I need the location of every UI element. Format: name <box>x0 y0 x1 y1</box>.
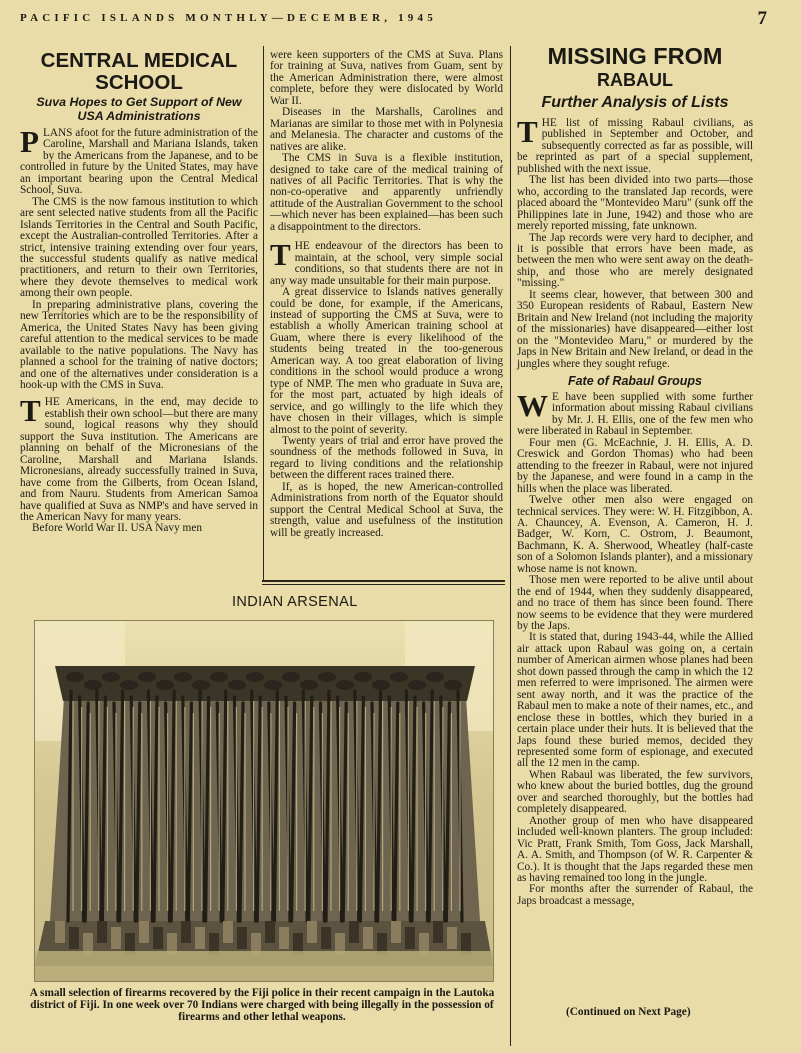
weapon-stock-shape <box>69 927 79 949</box>
club-head-shape <box>138 672 156 682</box>
paragraph: Four men (G. McEachnie, J. H. Ellis, A. D. Creswick and Gordon Thomas) who had been attending to the freezer in Rabaul, were not injured by the Japanese, and were found in a camp in the hills when the place was liberated. <box>517 436 753 495</box>
paragraph: Twenty years of trial and error have proved the soundness of the methods followed in Suva, in regard to living conditions and the relationship between the different races trained there. <box>270 434 503 482</box>
club-head-shape <box>246 672 264 682</box>
paragraph <box>517 114 753 175</box>
paragraph <box>270 237 503 287</box>
weapon-stock-shape <box>265 921 275 943</box>
paragraph: Those men were reported to be alive until about the end of 1944, when they suddenly disappeared, and no trace of them has since been found. There now seems to be evidence that they were murdered by the Japs. <box>517 574 753 633</box>
weapon-stock-shape <box>111 927 121 949</box>
drop-cap: T <box>270 237 291 273</box>
article-title-line: CENTRAL MEDICAL <box>40 49 238 72</box>
club-head-shape <box>264 680 282 690</box>
section-divider <box>262 584 505 585</box>
club-head-shape <box>84 680 102 690</box>
club-head-shape <box>444 680 462 690</box>
weapon-stock-shape <box>139 921 149 943</box>
article-title <box>517 44 753 69</box>
paragraph: The CMS is the now famous institution to which are sent selected native students from all the Pacific Islands Territories in the Central and South Pacific, except the Australian-controlled Territories. After a strict, intensive training extending over four years, the successful students qualify as native medical practitioners, and return to their own Territories, where they devote themselves to medical work among their own people. <box>20 195 258 300</box>
paragraph <box>20 393 259 523</box>
section-divider <box>262 580 505 582</box>
paragraph: A great disservice to Islands natives generally could be done, for example, if the Americans, instead of supporting the CMS at Suva, were to establish a wholly American training school at Guam, where there is every likelihood of the students being treated in the too-generous American way. A too great elaboration of living conditions in the school would produce a wrong type of NMP. The men who graduate in Suva are, for the most part, actuated by high ideals of service, and go willingly to the life which they have chosen in their villages, which is simple almost to the point of severity. <box>270 286 503 436</box>
masthead: PACIFIC ISLANDS MONTHLY—DECEMBER, 1945 <box>20 12 437 24</box>
club-head-shape <box>102 672 120 682</box>
weapon-stock-shape <box>447 927 457 949</box>
figure-caption: A small selection of firearms recovered by the Fiji police in their recent campaign in the Lautoka district of Fiji. In one week over 70 Indians were charged with being illegally in the possession of firearms and other lethal weapons. <box>29 987 495 1023</box>
figure-title: INDIAN ARSENAL <box>232 594 358 610</box>
weapon-stock-shape <box>55 921 65 943</box>
weapon-stock-shape <box>237 927 247 949</box>
paragraph: The list has been divided into two parts—those who, according to the translated Jap records, were placed aboard the "Montevideo Maru" (sunk off the Philippines late in June, 1942) and those who are merely reported missing, fate unknown. <box>517 174 753 233</box>
paragraph: were keen supporters of the CMS at Suva. Plans for training at Suva, natives from Guam, sent by the American Administration there, were almost complete, before they were dislocated by World War II. <box>270 49 503 107</box>
club-head-shape <box>156 680 174 690</box>
paragraph: Twelve other men also were engaged on technical services. They were: W. H. Fitzgibbon, A. A. Chauncey, A. Evenson, A. Cameron, H. J. Badger, W. Korn, C. Ostrom, J. Beaumont, Bachmann, K. A. Sherwood, Wheatley (half-caste son of a Solomon Islands planter), and a missionary whose name is not known. <box>517 494 753 575</box>
weapon-stock-shape <box>307 921 317 943</box>
paragraph: When Rabaul was liberated, the few survivors, who knew about the buried bottles, dug the ground over and searched thoroughly, but the bottles had completely disappeared. <box>517 768 753 816</box>
club-head-shape <box>120 680 138 690</box>
weapon-stock-shape <box>97 921 107 943</box>
paragraph-text: HE endeavour of the directors has been to maintain, at the school, very simple social conditions, so that students there are not in any way made unsuitable for their main purpose. <box>270 240 503 287</box>
article-title-line: SCHOOL <box>95 71 183 94</box>
weapon-stock-shape <box>279 927 289 949</box>
club-head-shape <box>174 672 192 682</box>
article-medical-school-col2 <box>270 50 503 539</box>
paragraph-text: HE list of missing Rabaul civilians, as published in September and October, and subsequently corrected as far as possible, will be reprinted as part of a special supplement, published with the next issue. <box>517 117 753 175</box>
firearms-photo-illustration <box>35 621 493 981</box>
club-head-shape <box>192 680 210 690</box>
paragraph: The Jap records were very hard to decipher, and it is possible that errors have been made, as between the men who were sent away on the death-ship, and those who are merely designated "missing." <box>517 231 753 290</box>
page-header <box>20 8 767 32</box>
continued-notice: (Continued on Next Page) <box>566 1006 691 1018</box>
weapon-stock-shape <box>363 927 373 949</box>
page-number: 7 <box>757 8 767 29</box>
article-subtitle-line: Suva Hopes to Get Support of New <box>36 95 242 109</box>
club-head-shape <box>426 672 444 682</box>
paragraph: The CMS in Suva is a flexible institution, designed to take care of the medical training of natives of all Pacific Territories. That is why the non-co-operative and apparently unfriendly attitude of the Australian Government to the school—which never has been explained—has been such a disappointment to the directors. <box>270 152 503 233</box>
club-head-shape <box>318 672 336 682</box>
column-divider <box>263 46 264 580</box>
paragraph <box>20 124 258 197</box>
article-subtitle: Further Analysis of Lists <box>541 94 729 111</box>
weapon-stock-shape <box>181 921 191 943</box>
drop-cap: W <box>517 387 548 423</box>
club-head-shape <box>300 680 318 690</box>
article-title-line: RABAUL <box>597 70 673 90</box>
article-medical-school-col1 <box>20 50 258 535</box>
paragraph: For months after the surrender of Rabaul, the Japs broadcast a message, <box>517 883 753 907</box>
club-head-shape <box>408 680 426 690</box>
club-head-shape <box>354 672 372 682</box>
firearms-photo <box>34 620 494 982</box>
paragraph-text: HE Americans, in the end, may decide to establish their own school—but there are many sound, logical reasons why they should support the Suva institution. The Americans are planning on behalf of the Micronesians of the Caroline, Marshall and Mariana Islands. Micronesians, already successfully trained in Suva, have come from the Gilberts, from Ocean Island, and from Nauru. Students from American Samoa have qualified at Suva as NMP's and have served in the American Navy for many years. <box>20 396 259 523</box>
drop-cap: T <box>517 114 538 149</box>
paragraph: Before World War II. USA Navy men <box>32 522 203 535</box>
weapon-stock-shape <box>195 927 205 949</box>
article-title <box>20 50 258 94</box>
column-divider <box>510 46 511 1046</box>
weapon-stock-shape <box>321 927 331 949</box>
club-head-shape <box>336 680 354 690</box>
paragraph: It is stated that, during 1943-44, while the Allied air attack upon Rabaul was going on, a certain number of American airmen whose planes had been shot down passed through the camp in which the 12 men referred to were imprisoned. The airmen were sent away north, and it was the practice of the Rabaul men to make a note of their names, etc., and enclose these in bottles, which they buried in a certain place under their huts. It is believed that the Japs found these buried memos, decided they represented some form of espionage, and executed all the 12 men in the camp. <box>517 631 753 770</box>
club-head-shape <box>228 680 246 690</box>
paragraph: In preparing administrative plans, covering the new Territories which are to be the responsibility of America, the United States Navy has been giving careful attention to the medical services to be made available to the native populations. The Navy has planned a school for the training of native doctors; and one of the alternatives under consideration is a hook-up with the CMS in Suva. <box>20 298 258 391</box>
weapon-stock-shape <box>153 927 163 949</box>
paragraph-text: LANS afoot for the future administration of the Caroline, Marshall and Mariana Islands, taken by the Americans from the Japanese, and to be controlled in future by the United States, may have an important bearing upon the Central Medical School, Suva. <box>20 127 258 197</box>
club-head-shape <box>282 672 300 682</box>
paragraph-text: E have been supplied with some further information about missing Rabaul civilians by Mr. J. H. Ellis, one of the few men who were liberated in Rabaul in September. <box>517 390 753 438</box>
drop-cap: P <box>20 124 39 159</box>
weapon-stock-shape <box>223 921 233 943</box>
weapon-stock-shape <box>349 921 359 943</box>
drop-cap: T <box>20 393 41 429</box>
paragraph: Another group of men who have disappeared included well-known planters. The group included: Vic Pratt, Frank Smith, Tom Goss, Jack Marshall, A. A. Smith, and Thompson (of W. R. Carpenter & Co.). It is thought that the Japs regarded these men as having remained too long in the jungle. <box>517 814 753 884</box>
article-title-line: MISSING FROM <box>547 43 723 69</box>
article-rabaul <box>517 44 753 907</box>
article-subtitle-line: USA Administrations <box>77 108 201 123</box>
paragraph: Diseases in the Marshalls, Carolines and Marianas are similar to those met with in Polynesia and Melanesia. The character and customs of the natives are alike. <box>270 106 503 153</box>
section-heading: Fate of Rabaul Groups <box>567 373 703 388</box>
club-head-shape <box>390 672 408 682</box>
weapon-stock-shape <box>433 921 443 943</box>
weapon-stock-shape <box>405 927 415 949</box>
club-head-shape <box>66 672 84 682</box>
weapon-stock-shape <box>391 921 401 943</box>
club-head-shape <box>372 680 390 690</box>
paragraph <box>517 387 753 438</box>
paragraph: It seems clear, however, that between 300 and 350 European residents of Rabaul, Eastern New Britain and New Ireland (not including the majority of the missionaries) have disappeared—either lost on the "Montevideo Maru," or murdered by the Japs in New Britain and New Ireland, or dead in the jungles where they sought refuge. <box>517 288 753 370</box>
article-subtitle <box>20 96 258 123</box>
paragraph: If, as is hoped, the new American-controlled Administrations from north of the Equator should support the Central Medical School at Suva, the strength, value and usefulness of the institution will be greatly increased. <box>270 480 503 539</box>
club-head-shape <box>210 672 228 682</box>
